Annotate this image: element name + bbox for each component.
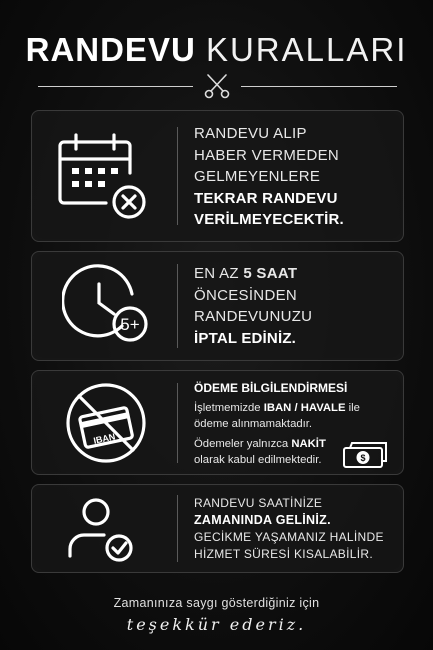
card1-line: GELMEYENLERE [194, 168, 321, 185]
card1-line: HABER VERMEDEN [194, 146, 340, 164]
card-separator [177, 127, 178, 225]
card3-text-part: Ödemeler yalnızca [194, 437, 292, 450]
page-title [0, 30, 433, 70]
card1-text [194, 123, 395, 231]
card-separator [177, 495, 178, 562]
cash-icon [342, 439, 390, 469]
title-light: KURALLARI [205, 31, 408, 68]
rule-card-payment [31, 370, 404, 475]
title-bold: RANDEVU [25, 31, 196, 68]
no-card-iban-icon [62, 379, 152, 467]
card3-cash: NAKİT [291, 437, 326, 450]
card4-line: RANDEVU SAATİNİZE [194, 496, 323, 510]
card1-line-bold: TEKRAR RANDEVU [194, 189, 338, 207]
scissors-icon [203, 73, 231, 99]
card1-line-bold: VERİLMEYECEKTİR. [194, 211, 344, 228]
user-check-icon [64, 494, 144, 564]
clock-5plus-icon [62, 264, 158, 350]
footer-thanks: teşekkür ederiz. [126, 615, 307, 634]
card2-line: ÖNCESİNDEN [194, 286, 298, 304]
divider-left [38, 86, 193, 87]
card4-line: GECİKME YAŞAMANIZ HALİNDE [194, 530, 384, 544]
card3-text-part: ile [345, 401, 360, 414]
rule-card-cancel-notice [31, 251, 404, 361]
card1-line: RANDEVU ALIP [194, 125, 307, 142]
rule-card-punctuality [31, 484, 404, 573]
card-separator [177, 383, 178, 463]
card2-text [194, 263, 395, 349]
card3-heading: ÖDEME BİLGİLENDİRMESİ [194, 381, 348, 395]
card2-line: RANDEVUNUZU [194, 308, 313, 325]
card4-text [194, 495, 395, 563]
svg-text:$: $ [360, 453, 366, 463]
clock-badge: 5+ [120, 315, 140, 334]
card-separator [177, 264, 178, 348]
card3-iban: IBAN / HAVALE [263, 401, 346, 414]
card-label: IBAN [92, 431, 117, 446]
card2-prefix: EN AZ [194, 265, 244, 282]
footer-message: Zamanınıza saygı gösterdiğiniz için [113, 596, 320, 610]
card4-line-bold: ZAMANINDA GELİNİZ. [194, 513, 331, 527]
card2-line-bold: İPTAL EDİNİZ. [194, 329, 297, 347]
card2-hours: 5 SAAT [243, 265, 298, 282]
card3-line: ödeme alınmamaktadır. [194, 418, 313, 430]
card4-line: HİZMET SÜRESİ KISALABİLİR. [194, 547, 373, 561]
card3-text-part: İşletmemizde [194, 401, 264, 414]
card3-line: olarak kabul edilmektedir. [194, 454, 322, 466]
divider-right [241, 86, 397, 87]
rule-card-no-show [31, 110, 404, 242]
calendar-cancel-icon [54, 131, 154, 223]
